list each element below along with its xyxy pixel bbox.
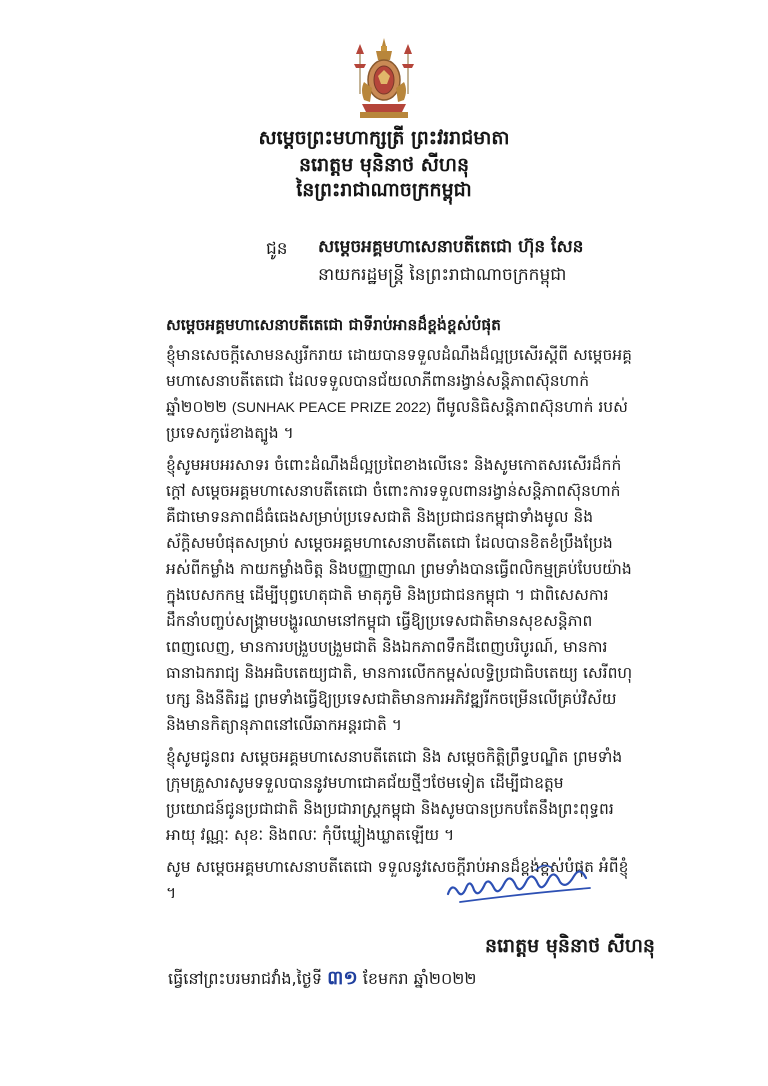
handwritten-signature — [440, 858, 600, 906]
sender-country-line: នៃព្រះរាជាណាចក្រកម្ពុជា — [296, 179, 472, 201]
prize-name-english: (SUNHAK PEACE PRIZE 2022) — [231, 399, 432, 415]
recipient-title: នាយករដ្ឋមន្ត្រី នៃព្រះរាជាណាចក្រកម្ពុជា — [318, 265, 567, 285]
dateline-suffix: ខែមករា ឆ្នាំ២០២២ — [362, 969, 477, 988]
letter-body — [166, 312, 636, 912]
signer-printed-name: នរោត្តម មុនិនាថ សីហនុ — [484, 935, 655, 957]
paragraph-1-text: ខ្ញុំមានសេចក្តីសោមនស្សរីករាយ ដោយបានទទួលដំណឹងដ៏ល្អប្រសើរស្តីពី សម្តេចអគ្គមហាសេនាបតីតេជោ ដែលទទួលបានជ័យលាភីពានរង្វាន់សន្តិភាពស៊ុនហាក់ ឆ្នាំ២០២២ — [166, 346, 632, 416]
paragraph-1 — [166, 342, 636, 446]
paragraph-2: ខ្ញុំសូមអបអរសាទរ ចំពោះដំណឹងដ៏ល្អប្រពៃខាងលើនេះ និងសូមកោតសរសើរដ៏កក់ក្តៅ សម្តេចអគ្គមហាសេនាបតីតេជោ ចំពោះការទទួលពានរង្វាន់សន្តិភាពស៊ុនហាក់ គឺជាមោទនភាពដ៏ធំធេងសម្រាប់ប្រទេសជាតិ និងប្រជាជនកម្ពុជាទាំងមូល និងស័ក្តិសមបំផុតសម្រាប់ សម្តេចអគ្គមហាសេនាបតីតេជោ ដែលបានខិតខំប្រឹងប្រែងអស់ពីកម្លាំង កាយកម្លាំងចិត្ត និងបញ្ញាញាណ ព្រមទាំងបានធ្វើពលិកម្មគ្រប់បែបយ៉ាងក្នុងបេសកកម្ម ដើម្បីបុព្វហេតុជាតិ មាតុភូមិ និងប្រជាជនកម្ពុជា ។ ជាពិសេសការដឹកនាំបញ្ចប់សង្គ្រាមបង្ហូរឈាមនៅកម្ពុជា ធ្វើឱ្យប្រទេសជាតិមានសុខសន្តិភាពពេញលេញ, មានការបង្រួបបង្រួមជាតិ និងឯកភាពទឹកដីពេញបរិបូរណ៍, មានការធានាឯករាជ្យ និងអធិបតេយ្យជាតិ, មានការលើកកម្ពស់លទ្ធិប្រជាធិបតេយ្យ សេរីពហុបក្ស និងនីតិរដ្ឋ ព្រមទាំងធ្វើឱ្យប្រទេសជាតិមានការអភិវឌ្ឍរីកចម្រើនលើគ្រប់វិស័យ និងមានកិត្យានុភាពនៅលើឆាកអន្តរជាតិ ។ — [166, 456, 633, 734]
greeting: សម្តេចអគ្គមហាសេនាបតីតេជោ ជាទីរាប់អានដ៏ខ្ពង់ខ្ពស់បំផុត — [166, 316, 501, 334]
paragraph-3: ខ្ញុំសូមជូនពរ សម្តេចអគ្គមហាសេនាបតីតេជោ និង សម្តេចកិត្តិព្រឹទ្ធបណ្ឌិត ព្រមទាំងក្រុមគ្រួសារសូមទទួលបាននូវមហាជោគជ័យថ្មីៗថែមទៀត ដើម្បីជាឧត្តមប្រយោជន៍ជូនប្រជាជាតិ និងប្រជារាស្ត្រកម្ពុជា និងសូមបានប្រកបតែនឹងព្រះពុទ្ធពរ អាយុ វណ្ណៈ សុខៈ និងពលៈ កុំបីឃ្លៀងឃ្លាតឡើយ ។ — [166, 748, 623, 844]
closing-line: សូម សម្តេចអគ្គមហាសេនាបតីតេជោ ទទួលនូវសេចក្តីរាប់អានដ៏ខ្ពង់ខ្ពស់បំផុត អំពីខ្ញុំ ។ — [166, 858, 629, 902]
recipient-name: សម្តេចអគ្គមហាសេនាបតីតេជោ ហ៊ុន សែន — [318, 237, 584, 257]
dateline — [168, 966, 477, 994]
sender-name-line: នរោត្តម មុនិនាថ សីហនុ — [298, 154, 470, 176]
royal-emblem — [346, 36, 422, 122]
paragraph-1-tail: ពីមូលនិធិសន្តិភាពស៊ុនហាក់ របស់ប្រទេសកូរ៉េខាងត្បូង ។ — [166, 398, 628, 442]
recipient-label: ជូន — [266, 239, 288, 259]
dateline-day: ៣១ — [327, 967, 358, 989]
sender-title-line: សម្តេចព្រះមហាក្សត្រី ព្រះវររាជមាតា — [258, 127, 510, 149]
dateline-prefix: ធ្វើនៅព្រះបរមរាជវាំង,ថ្ងៃទី — [168, 969, 322, 988]
